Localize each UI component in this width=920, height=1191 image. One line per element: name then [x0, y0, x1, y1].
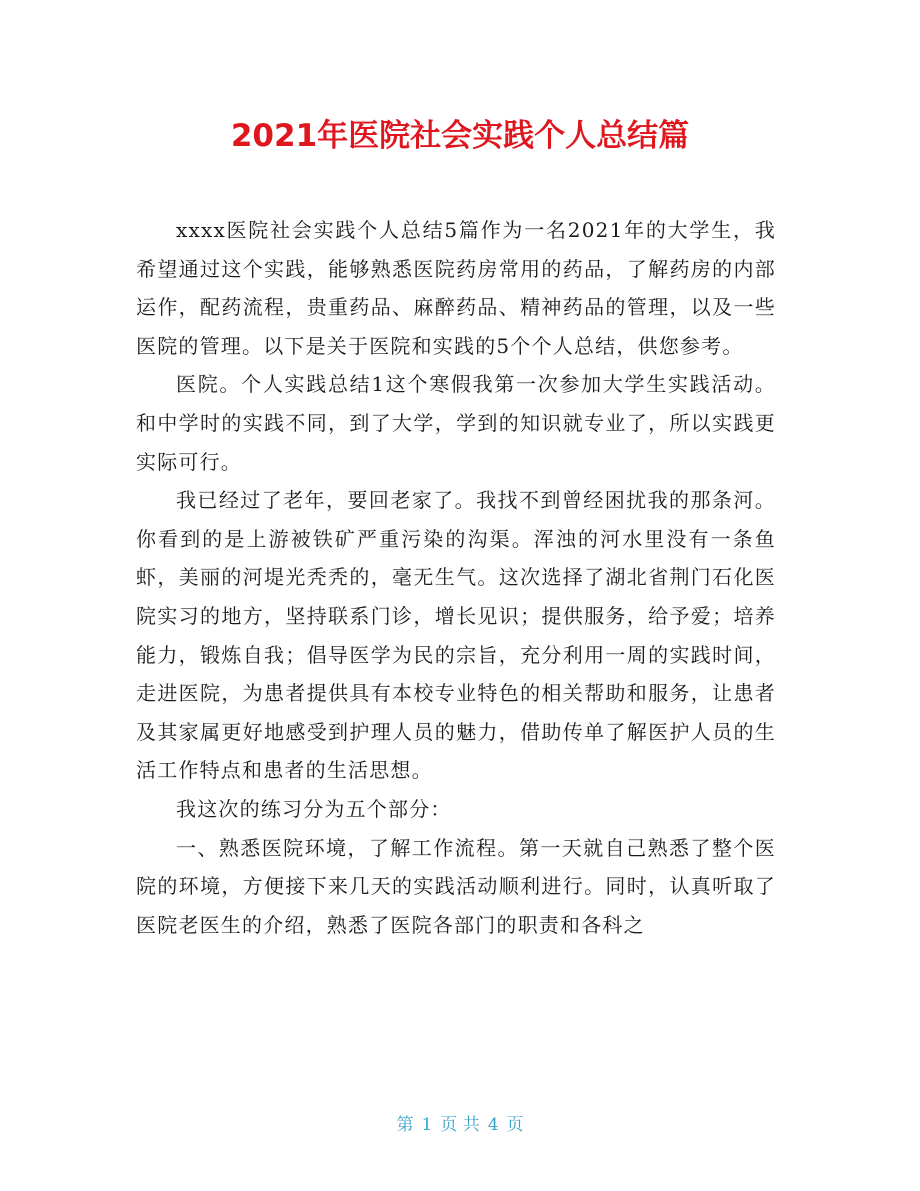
- document-body: [136, 211, 776, 944]
- paragraph-1: xxxx医院社会实践个人总结5篇作为一名2021年的大学生，我希望通过这个实践，能够熟悉医院药房常用的药品，了解药房的内部运作，配药流程，贵重药品、麻醉药品、精神药品的管理，以及一些医院的管理。以下是关于医院和实践的5个个人总结，供您参考。: [136, 218, 776, 358]
- footer-prefix: 第: [396, 1115, 414, 1135]
- paragraph-4: 我这次的练习分为五个部分：: [176, 796, 452, 821]
- paragraph-3: 我已经过了老年，要回老家了。我找不到曾经困扰我的那条河。你看到的是上游被铁矿严重污染的沟渠。浑浊的河水里没有一条鱼虾，美丽的河堤光秃秃的，毫无生气。这次选择了湖北省荆门石化医院实习的地方，坚持联系门诊，增长见识；提供服务，给予爱；培养能力，锻炼自我；倡导医学为民的宗旨，充分利用一周的实践时间，走进医院，为患者提供具有本校专业特色的相关帮助和服务，让患者及其家属更好地感受到护理人员的魅力，借助传单了解医护人员的生活工作特点和患者的生活思想。: [136, 488, 776, 783]
- document-title: 2021年医院社会实践个人总结篇: [230, 118, 690, 154]
- paragraph-2: 医院。个人实践总结1这个寒假我第一次参加大学生实践活动。和中学时的实践不同，到了大学，学到的知识就专业了，所以实践更实际可行。: [136, 372, 776, 474]
- paragraph-5: 一、熟悉医院环境，了解工作流程。第一天就自己熟悉了整个医院的环境，方便接下来几天的实践活动顺利进行。同时，认真听取了医院老医生的介绍，熟悉了医院各部门的职责和各科之: [136, 835, 776, 937]
- footer-suffix: 页: [506, 1115, 524, 1135]
- footer-page-number: 1: [421, 1115, 433, 1135]
- page-footer: [0, 1112, 920, 1138]
- footer-total-pages: 4: [487, 1115, 499, 1135]
- footer-middle: 页 共: [440, 1115, 480, 1135]
